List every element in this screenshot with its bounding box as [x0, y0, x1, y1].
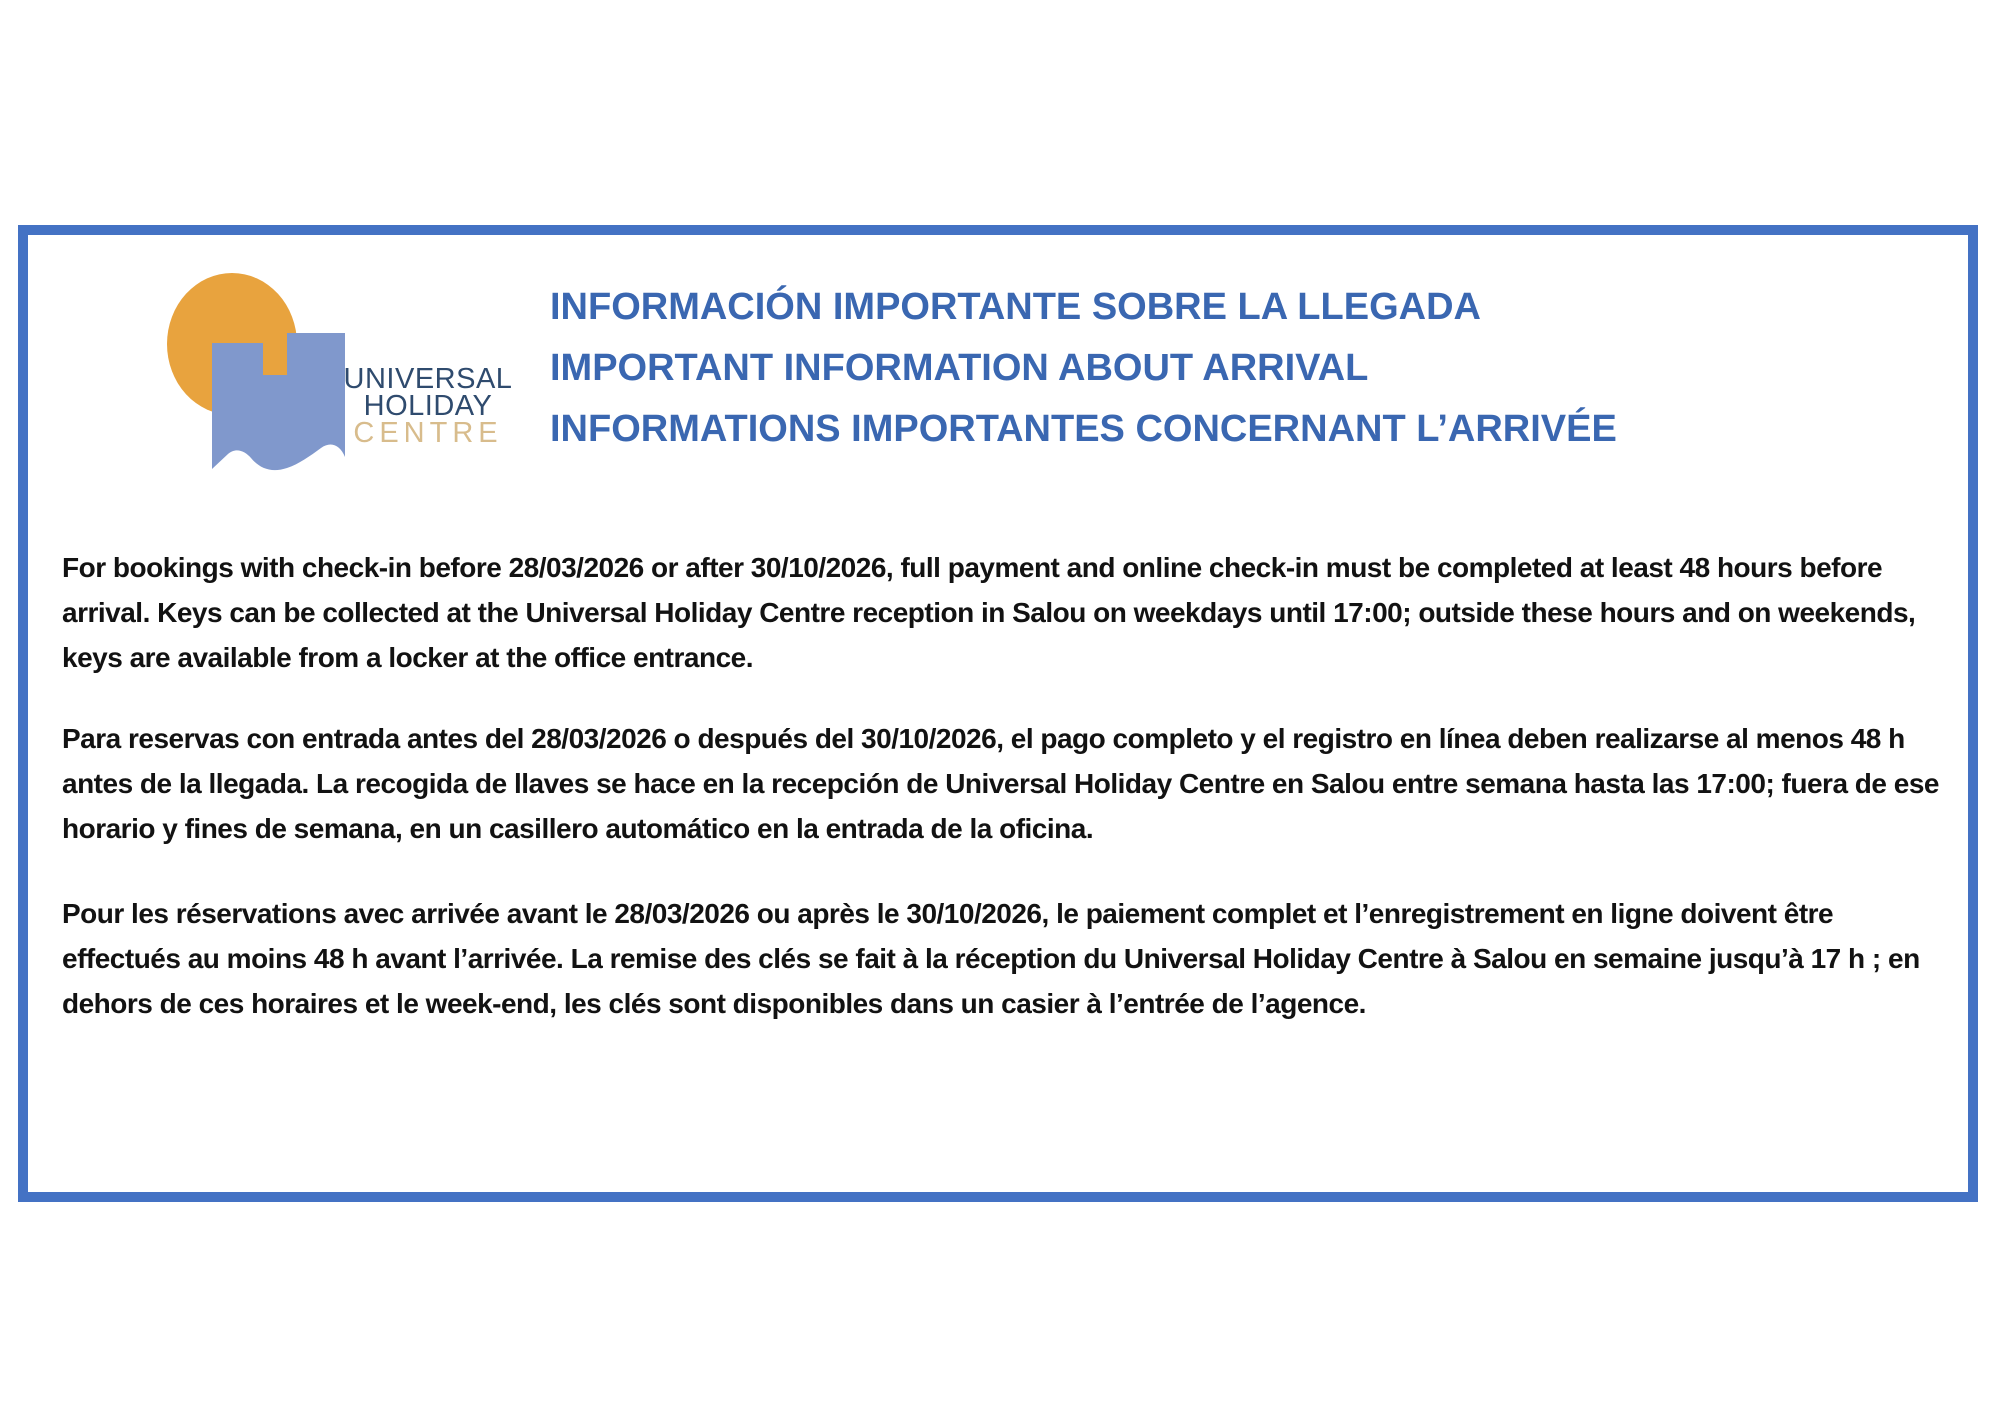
- paragraph-english: For bookings with check-in before 28/03/2026 or after 30/10/2026, full payment and online check-in must be completed at least 48 hours before arrival. Keys can be collected at the Universal Holiday Centre reception in Salou on weekdays until 17:00; outside these hours and on weekends, keys are available from a locker at the office entrance.: [62, 552, 1916, 673]
- logo-word-holiday: HOLIDAY: [363, 390, 493, 422]
- paragraph-spanish: Para reservas con entrada antes del 28/03/2026 o después del 30/10/2026, el pago completo y el registro en línea deben realizarse al menos 48 h antes de la llegada. La recogida de llaves se hace en la recepción de Universal Holiday Centre en Salou entre semana hasta las 17:00; fuera de ese horario y fines de semana, en un casillero automático en la entrada de la oficina.: [62, 723, 1939, 844]
- title-english: IMPORTANT INFORMATION ABOUT ARRIVAL: [550, 347, 1369, 389]
- logo-word-centre: CENTRE: [353, 417, 503, 449]
- logo-word-universal: UNIVERSAL: [343, 363, 513, 395]
- logo-wordmark: [336, 363, 520, 449]
- page-title: [550, 277, 1617, 460]
- title-spanish: INFORMACIÓN IMPORTANTE SOBRE LA LLEGADA: [550, 286, 1481, 328]
- paragraph-french: Pour les réservations avec arrivée avant le 28/03/2026 ou après le 30/10/2026, le paiement complet et l’enregistrement en ligne doivent être effectués au moins 48 h avant l’arrivée. La remise des clés se fait à la réception du Universal Holiday Centre à Salou en semaine jusqu’à 17 h ; en dehors de ces horaires et le week-end, les clés sont disponibles dans un casier à l’entrée de l’agence.: [62, 898, 1920, 1019]
- title-french: INFORMATIONS IMPORTANTES CONCERNANT L’ARRIVÉE: [550, 408, 1617, 450]
